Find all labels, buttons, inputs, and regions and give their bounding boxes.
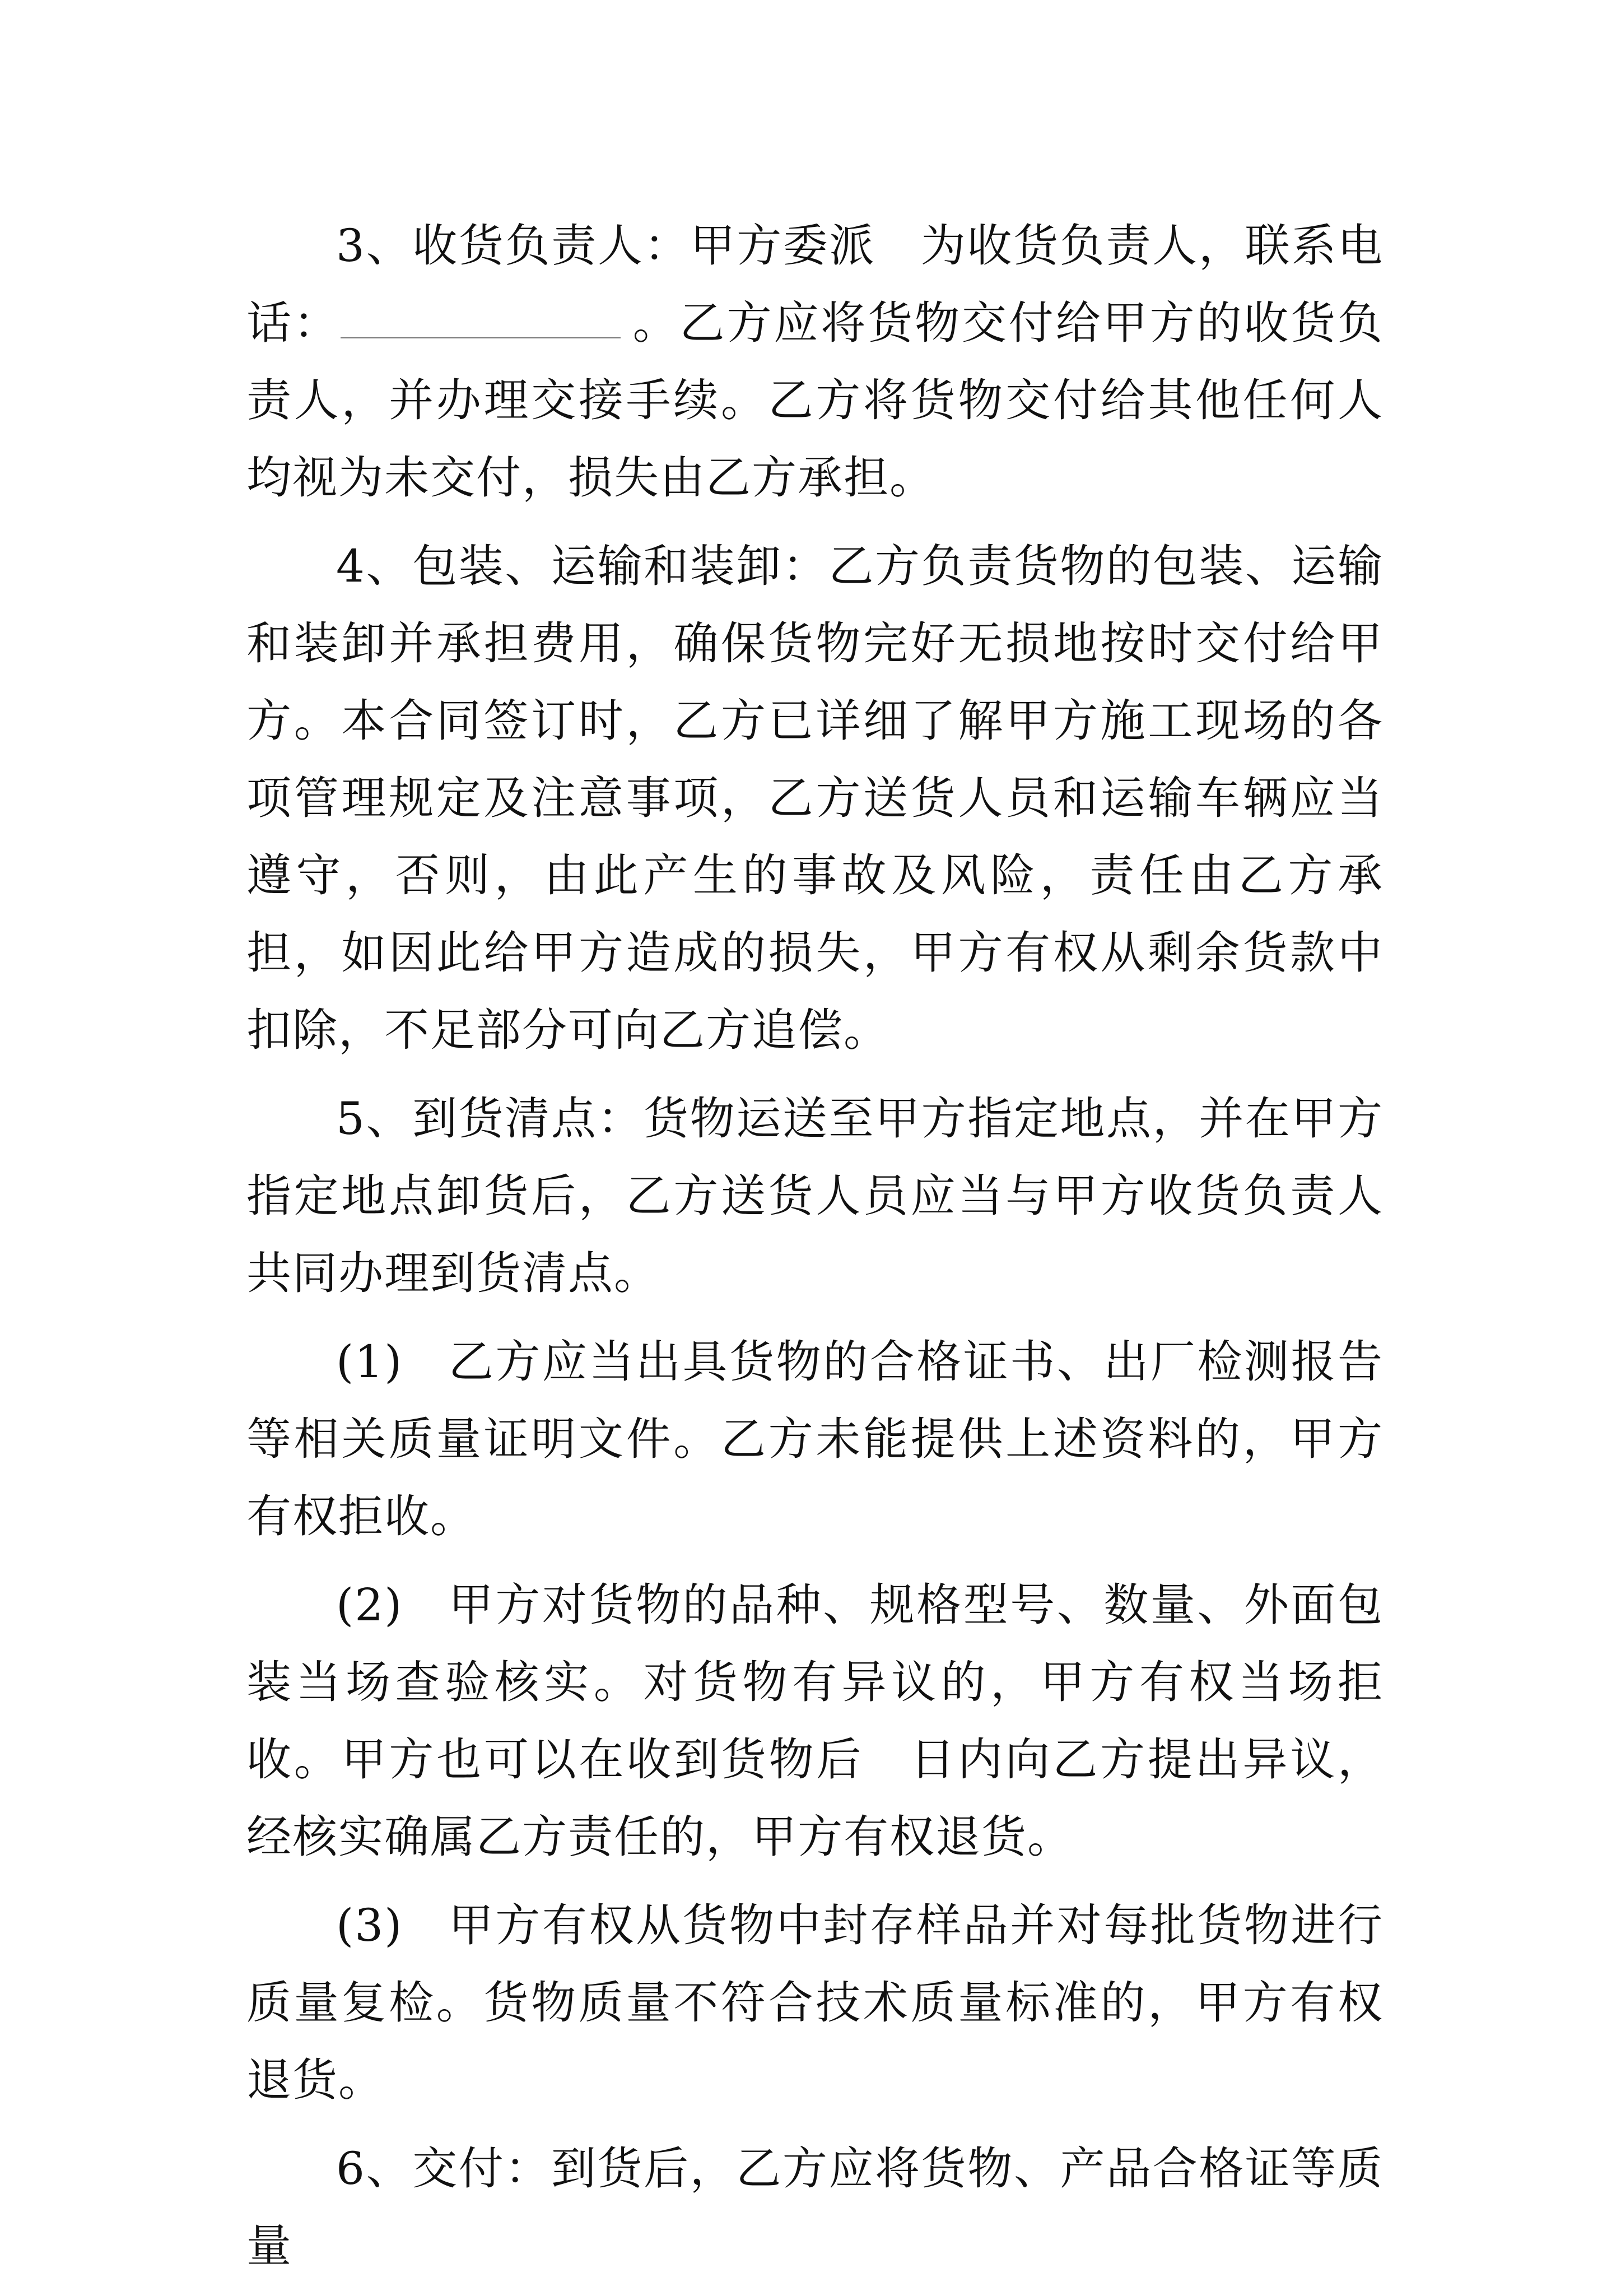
- clause-3-part-c: 。乙方应将货物交付给甲方的收货负责人，并办理交接手续。乙方将货物交付给其他任何人均视为未交付，损失由乙方承担。: [246, 297, 1384, 504]
- sub-clause-1-number: (1): [336, 1336, 403, 1388]
- sub-clause-3: [246, 1887, 1384, 2119]
- clause-3-part-a: 3、收货负责人：甲方委派: [336, 220, 876, 272]
- sub-clause-2-number: (2): [336, 1579, 403, 1631]
- sub-clause-2: [246, 1567, 1384, 1876]
- sub-clause-3-number: (3): [336, 1899, 403, 1951]
- sub-clause-2-part-a: 甲方对货物的品种、规格型号、数量、外面包装当场查验核实。对货物有异议的，甲方有权当场拒收。甲方也可以在收到货物后: [246, 1579, 1384, 1786]
- document-page: [246, 207, 1384, 2296]
- sub-clause-1-text: 乙方应当出具货物的合格证书、出厂检测报告等相关质量证明文件。乙方未能提供上述资料的，甲方有权拒收。: [246, 1336, 1384, 1542]
- sub-clause-3-text: 甲方有权从货物中封存样品并对每批货物进行质量复检。货物质量不符合技术质量标准的，甲方有权退货。: [246, 1899, 1384, 2106]
- sub-clause-1: [246, 1323, 1384, 1555]
- clause-3-part-b: 为收货负责人，联系电话：: [246, 220, 1384, 349]
- phone-blank-line: [341, 298, 621, 338]
- clause-4-packaging-transport: 4、包装、运输和装卸：乙方负责货物的包装、运输和装卸并承担费用，确保货物完好无损地按时交付给甲方。本合同签订时，乙方已详细了解甲方施工现场的各项管理规定及注意事项，乙方送货人员和运输车辆应当遵守，否则，由此产生的事故及风险，责任由乙方承担，如因此给甲方造成的损失，甲方有权从剩余货款中扣除，不足部分可向乙方追偿。: [246, 540, 1384, 1056]
- clause-3-receiving-person: [246, 207, 1384, 517]
- clause-6-delivery: 6、交付：到货后，乙方应将货物、产品合格证等质量: [246, 2142, 1384, 2272]
- clause-5-delivery-check: 5、到货清点：货物运送至甲方指定地点，并在甲方指定地点卸货后，乙方送货人员应当与甲方收货负责人共同办理到货清点。: [246, 1093, 1384, 1299]
- sub-clause-2-part-b: 日内向乙方提出异议，经核实确属乙方责任的，甲方有权退货。: [246, 1733, 1384, 1863]
